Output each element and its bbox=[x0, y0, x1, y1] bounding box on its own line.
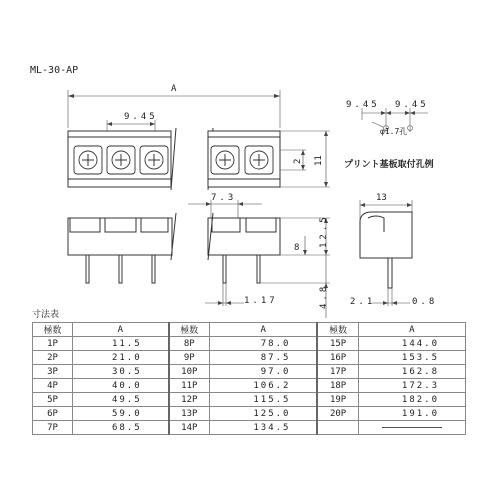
table-row bbox=[33, 379, 466, 393]
end-dim-13-label: 13 bbox=[376, 193, 387, 203]
screw-5 bbox=[245, 146, 273, 174]
table-cell: 125.0 bbox=[209, 407, 317, 421]
table-cell: 11.5 bbox=[72, 337, 168, 351]
drawing-title: ML-30-AP bbox=[30, 65, 79, 76]
table-cell: 59.0 bbox=[72, 407, 168, 421]
table-cell: 18P bbox=[317, 379, 358, 393]
table-row bbox=[33, 351, 466, 365]
table-cell: 3P bbox=[33, 365, 73, 379]
table-row bbox=[33, 421, 466, 435]
table-cell: 11P bbox=[169, 379, 210, 393]
table-cell: 87.5 bbox=[209, 351, 317, 365]
table-cell: 115.5 bbox=[209, 393, 317, 407]
table-cell: 162.8 bbox=[358, 365, 465, 379]
table-cell: 6P bbox=[33, 407, 73, 421]
table-cell-empty bbox=[317, 421, 358, 435]
table-cell: 106.2 bbox=[209, 379, 317, 393]
table-cell: 4P bbox=[33, 379, 73, 393]
end-view bbox=[350, 193, 437, 307]
side-dim-1-17-label: 1.17 bbox=[244, 296, 278, 306]
table-cell: 9P bbox=[169, 351, 210, 365]
front-dim-11-label: 11 bbox=[314, 155, 324, 166]
table-cell: 134.5 bbox=[209, 421, 317, 435]
side-dim-8-label: 8 bbox=[294, 243, 300, 253]
table-cell: 12P bbox=[169, 393, 210, 407]
screw-3 bbox=[140, 146, 168, 174]
header-a-1: A bbox=[72, 323, 168, 337]
header-poles-3: 極数 bbox=[317, 323, 358, 337]
dim-a-label: A bbox=[171, 84, 177, 94]
table-cell: 30.5 bbox=[72, 365, 168, 379]
table-cell: 182.0 bbox=[358, 393, 465, 407]
table-cell: 13P bbox=[169, 407, 210, 421]
table-cell: 20P bbox=[317, 407, 358, 421]
side-dim-12-5-label: 12.5 bbox=[319, 214, 329, 248]
table-row bbox=[33, 407, 466, 421]
table-cell: 14P bbox=[169, 421, 210, 435]
table-cell: 19P bbox=[317, 393, 358, 407]
pcb-caption: プリント基板取付孔例 bbox=[344, 160, 434, 170]
table-cell: 21.0 bbox=[72, 351, 168, 365]
table-cell: 191.0 bbox=[358, 407, 465, 421]
table-cell: 17P bbox=[317, 365, 358, 379]
header-a-3: A bbox=[358, 323, 465, 337]
screw-4 bbox=[211, 146, 239, 174]
table-row bbox=[33, 365, 466, 379]
side-dim-4-8-label: 4.8 bbox=[319, 283, 329, 309]
table-cell: 97.0 bbox=[209, 365, 317, 379]
table-cell-empty bbox=[358, 421, 465, 435]
pcb-pitch-2-label: 9.45 bbox=[395, 100, 429, 110]
table-cell: 40.0 bbox=[72, 379, 168, 393]
table-cell: 10P bbox=[169, 365, 210, 379]
screw-1 bbox=[74, 146, 102, 174]
table-cell: 49.5 bbox=[72, 393, 168, 407]
dimension-table bbox=[32, 322, 466, 435]
side-pitch-label: 7.3 bbox=[211, 193, 237, 203]
table-cell: 16P bbox=[317, 351, 358, 365]
pcb-hole-label: φ1.7孔 bbox=[380, 127, 408, 136]
table-cell: 78.0 bbox=[209, 337, 317, 351]
table-cell: 8P bbox=[169, 337, 210, 351]
pcb-pitch-1-label: 9.45 bbox=[346, 100, 380, 110]
header-poles-2: 極数 bbox=[169, 323, 210, 337]
table-cell: 144.0 bbox=[358, 337, 465, 351]
table-cell: 15P bbox=[317, 337, 358, 351]
table-cell: 153.5 bbox=[358, 351, 465, 365]
end-dim-2-1-label: 2.1 bbox=[350, 297, 376, 307]
table-cell: 172.3 bbox=[358, 379, 465, 393]
table-cell: 1P bbox=[33, 337, 73, 351]
table-cell: 2P bbox=[33, 351, 73, 365]
table-row bbox=[33, 337, 466, 351]
header-a-2: A bbox=[209, 323, 317, 337]
front-pitch-label: 9.45 bbox=[124, 112, 158, 122]
pcb-hole-layout bbox=[344, 100, 434, 170]
table-caption: 寸法表 bbox=[32, 310, 60, 320]
front-dim-2-label: 2 bbox=[293, 158, 303, 164]
header-poles-1: 極数 bbox=[33, 323, 73, 337]
table-cell: 5P bbox=[33, 393, 73, 407]
table-row bbox=[33, 393, 466, 407]
front-view bbox=[68, 84, 330, 190]
table-header-row bbox=[33, 323, 466, 337]
end-dim-0-8-label: 0.8 bbox=[412, 297, 438, 307]
side-view bbox=[68, 193, 330, 318]
table-cell: 7P bbox=[33, 421, 73, 435]
table-cell: 68.5 bbox=[72, 421, 168, 435]
screw-2 bbox=[107, 146, 135, 174]
